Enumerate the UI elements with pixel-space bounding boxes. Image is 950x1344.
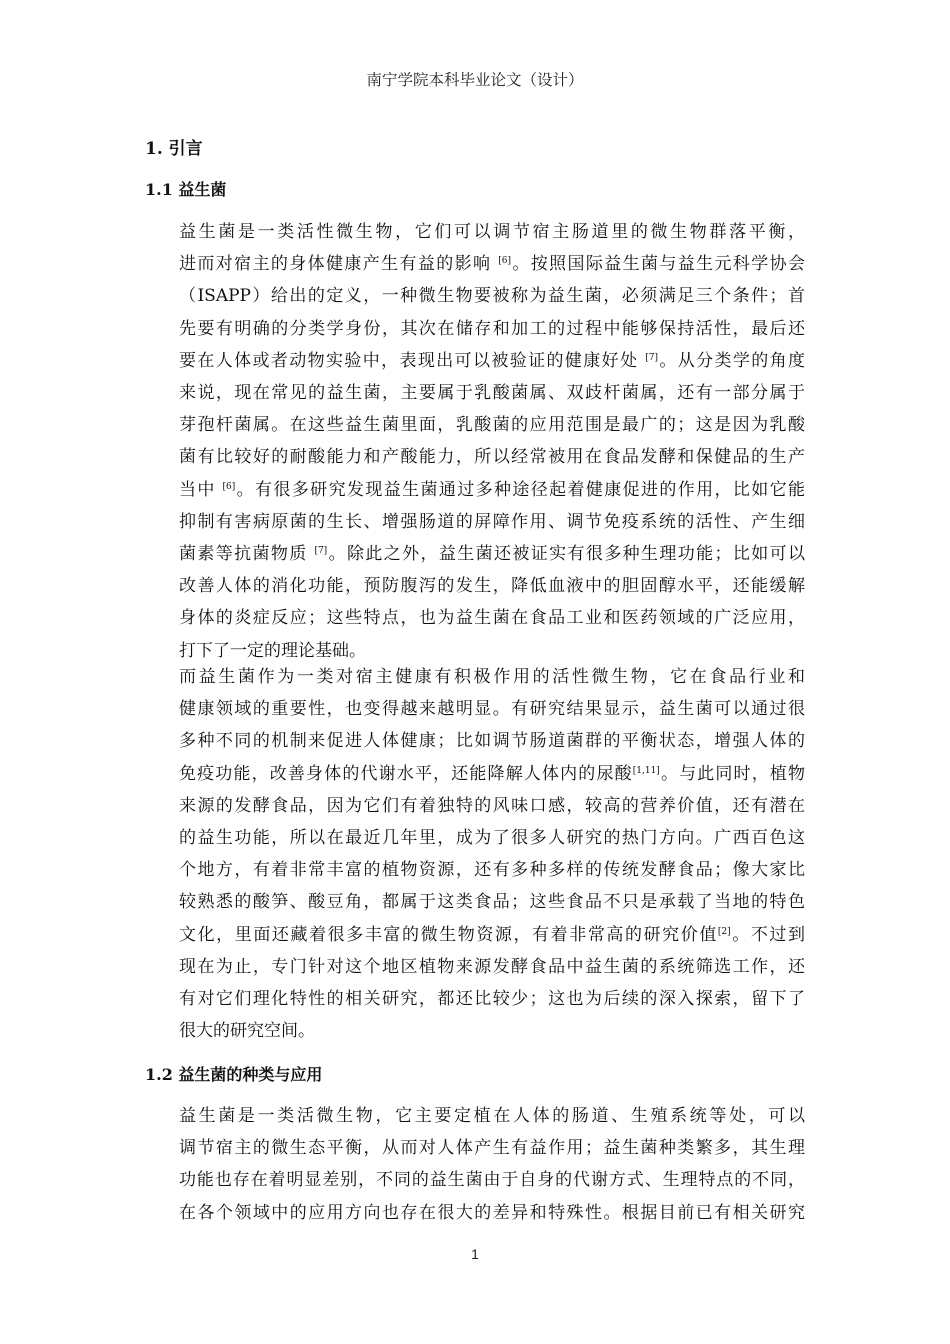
text-line: 菌有比较好的耐酸能力和产酸能力，所以经常被用在食品发酵和保健品的生产 [179,447,805,468]
text-line: 进而对宿主的身体健康产生有益的影响 [6]。按照国际益生菌与益生元科学协会 [179,254,805,275]
text-line: 的益生功能，所以在最近几年里，成为了很多人研究的热门方向。广西百色这 [179,828,805,849]
text-line: 益生菌是一类活性微生物，它们可以调节宿主肠道里的微生物群落平衡， [179,222,805,242]
text-line: 调节宿主的微生态平衡，从而对人体产生有益作用；益生菌种类繁多，其生理 [179,1138,805,1159]
text-line: 菌素等抗菌物质 [7]。除此之外，益生菌还被证实有很多种生理功能；比如可以 [179,544,806,565]
text-line: 来说，现在常见的益生菌，主要属于乳酸菌属、双歧杆菌属，还有一部分属于 [179,383,805,404]
text-line: 先要有明确的分类学身份，其次在储存和加工的过程中能够保持活性，最后还 [179,318,805,339]
text-line: 芽孢杆菌属。在这些益生菌里面，乳酸菌的应用范围是最广的；这是因为乳酸 [179,415,805,436]
text-line: 来源的发酵食品，因为它们有着独特的风味口感，较高的营养价值，还有潜在 [179,795,805,816]
text-line: 打下了一定的理论基础。 [179,640,366,661]
paragraph-1-1-a [145,216,805,667]
text-line: 在各个领域中的应用方向也存在很大的差异和特殊性。根据目前已有相关研究 [179,1202,805,1223]
text-line: 当中 [6]。有很多研究发现益生菌通过多种途径起着健康促进的作用，比如它能 [179,479,806,500]
text-line: 文化，里面还藏着很多丰富的微生物资源，有着非常高的研究价值[2]。不过到 [179,924,806,945]
text-line: 较熟悉的酸笋、酸豆角，都属于这类食品；这些食品不只是承载了当地的特色 [179,892,805,913]
text-line: 有对它们理化特性的相关研究，都还比较少；这也为后续的深入探索，留下了 [179,989,805,1010]
text-line: 多种不同的机制来促进人体健康；比如调节肠道菌群的平衡状态，增强人体的 [179,731,805,752]
text-line: 功能也存在着明显差别，不同的益生菌由于自身的代谢方式、生理特点的不同， [179,1170,805,1191]
citation: [6] [498,256,511,267]
section-heading-1-1: 1.1 益生菌 [145,180,227,199]
text-line: 要在人体或者动物实验中，表现出可以被验证的健康好处 [7]。从分类学的角度 [179,350,806,371]
text-line: 免疫功能，改善身体的代谢水平，还能降解人体内的尿酸[1,11]。与此同时，植物 [179,763,806,784]
text-line: 益生菌是一类活微生物，它主要定植在人体的肠道、生殖系统等处，可以 [179,1106,805,1126]
section-heading-1-2: 1.2 益生菌的种类与应用 [145,1065,323,1084]
text-line: （ISAPP）给出的定义，一种微生物要被称为益生菌，必须满足三个条件；首 [179,286,805,307]
text-line: 现在为止，专门针对这个地区植物来源发酵食品中益生菌的系统筛选工作，还 [179,956,805,977]
citation: [7] [645,352,658,363]
section-heading-1: 1. 引言 [145,139,203,159]
paragraph-1-1-b [145,661,805,1047]
text-line: 抑制有害病原菌的生长、增强肠道的屏障作用、调节免疫系统的活性、产生细 [179,511,805,532]
text-line: 个地方，有着非常丰富的植物资源，还有多种多样的传统发酵食品；像大家比 [179,860,805,881]
page-number: 1 [471,1246,479,1262]
citation: [1,11] [632,765,660,776]
text-line: 而益生菌作为一类对宿主健康有积极作用的活性微生物，它在食品行业和 [179,667,805,687]
citation: [2] [717,926,731,937]
citation: [6] [222,481,236,492]
text-line: 改善人体的消化功能，预防腹泻的发生，降低血液中的胆固醇水平，还能缓解 [179,576,805,597]
text-line: 很大的研究空间。 [179,1021,315,1042]
text-line: 身体的炎症反应；这些特点，也为益生菌在食品工业和医药领域的广泛应用， [179,608,805,629]
citation: [7] [314,546,328,557]
running-header: 南宁学院本科毕业论文（设计） [366,71,584,89]
paragraph-1-2-a [145,1100,805,1229]
text-line: 健康领域的重要性，也变得越来越明显。有研究结果显示，益生菌可以通过很 [179,699,805,720]
